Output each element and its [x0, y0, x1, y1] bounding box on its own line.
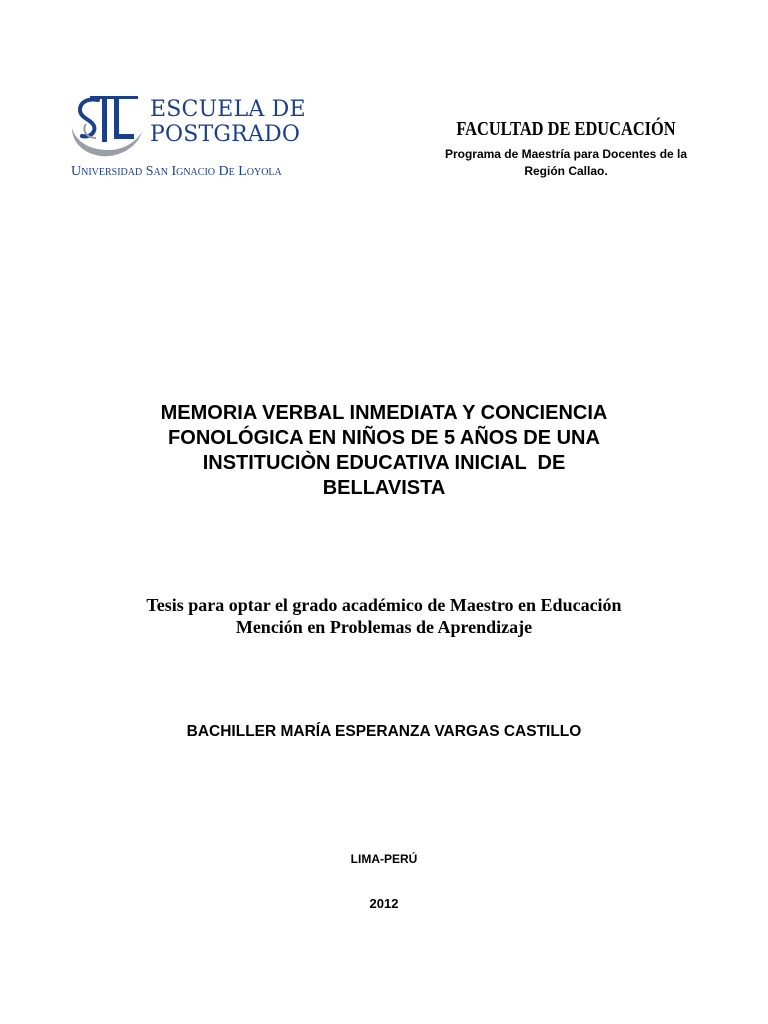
thesis-title-line: MEMORIA VERBAL INMEDIATA Y CONCIENCIA — [160, 402, 608, 424]
thesis-title-line: BELLAVISTA — [322, 477, 446, 499]
sil-monogram-icon — [68, 94, 144, 158]
faculty-title: FACULTAD DE EDUCACIÓN — [456, 118, 676, 140]
logo-university-name: Universidad San Ignacio De Loyola — [71, 164, 282, 179]
program-line-2: Región Callao. — [524, 164, 608, 178]
logo-school-name-line2: POSTGRADO — [150, 122, 301, 147]
university-logo — [68, 94, 308, 186]
program-description — [416, 146, 716, 180]
subtitle-line-1: Tesis para optar el grado académico de Maestro en Educación — [146, 595, 622, 615]
logo-school-name-line1: ESCUELA DE — [150, 97, 306, 122]
thesis-title — [90, 401, 678, 501]
faculty-header — [416, 116, 716, 180]
place: LIMA-PERÚ — [350, 852, 418, 866]
thesis-subtitle — [80, 594, 688, 638]
thesis-title-line: FONOLÓGICA EN NIÑOS DE 5 AÑOS DE UNA — [168, 427, 600, 449]
year: 2012 — [369, 896, 399, 911]
thesis-title-line: INSTITUCIÒN EDUCATIVA INICIAL DE — [202, 452, 566, 474]
program-line-1: Programa de Maestría para Docentes de la — [444, 147, 688, 161]
author-name: BACHILLER MARÍA ESPERANZA VARGAS CASTILLO — [186, 723, 582, 740]
subtitle-line-2: Mención en Problemas de Aprendizaje — [235, 617, 533, 637]
